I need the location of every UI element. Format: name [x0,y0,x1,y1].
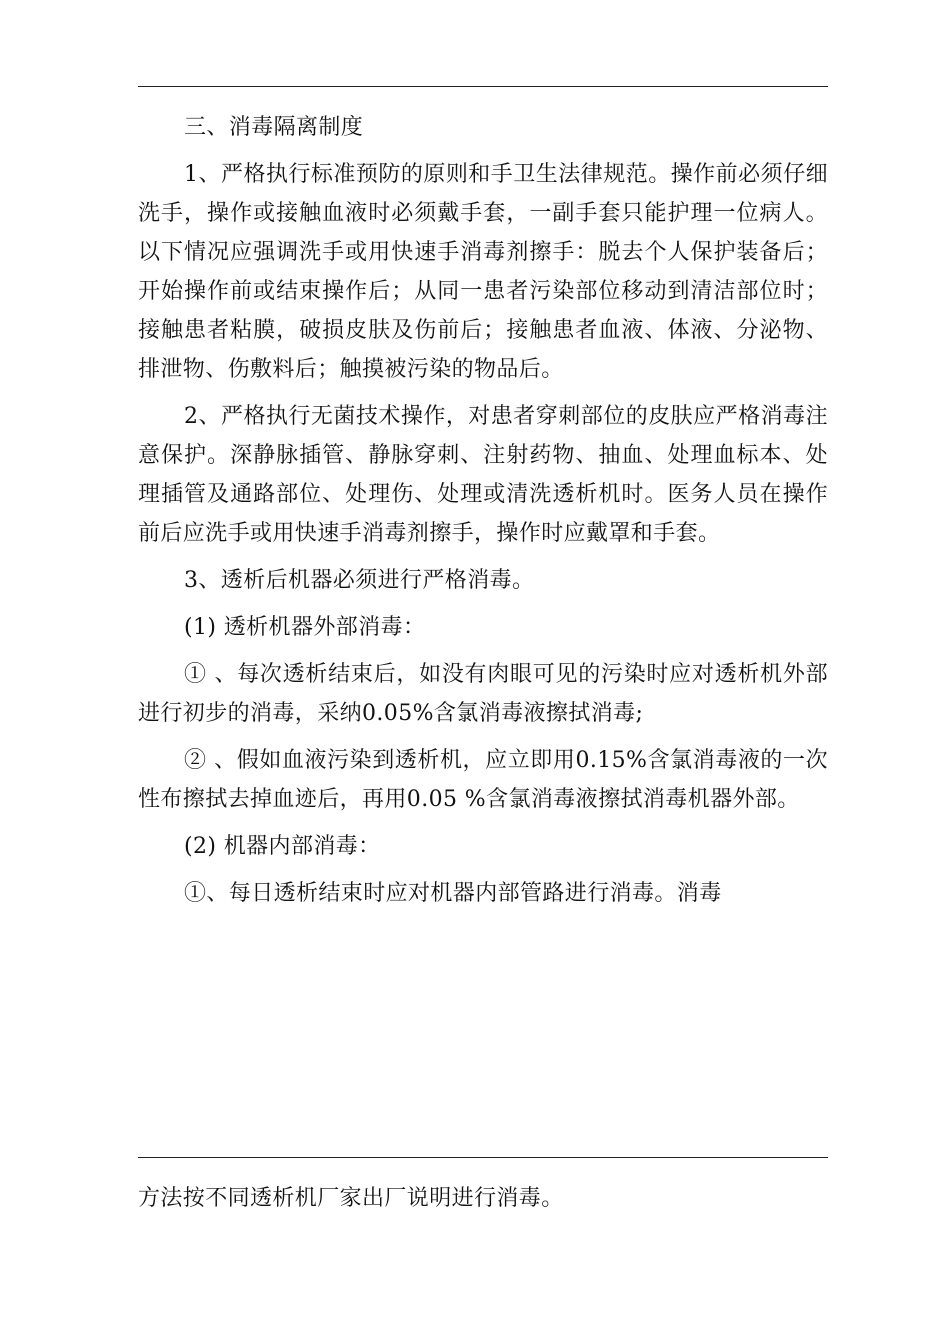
section-heading: 三、消毒隔离制度 [184,115,364,140]
item-internal-daily: ①、每日透析结束时应对机器内部管路进行消毒。消毒 [184,881,722,906]
item-external-blood: ② 、假如血液污染到透析机，应立即用0.15%含氯消毒液的一次性布擦拭去掉血迹后，再用0.05 %含氯消毒液擦拭消毒机器外部。 [138,748,828,812]
footer-rule [138,1157,828,1158]
item-external-routine: ① 、每次透析结束后，如没有肉眼可见的污染时应对透析机外部进行初步的消毒，采纳0.05%含氯消毒液擦拭消毒; [138,662,828,726]
document-body [138,108,828,921]
paragraph-hand-hygiene: 1、严格执行标准预防的原则和手卫生法律规范。操作前必须仔细洗手，操作或接触血液时必须戴手套，一副手套只能护理一位病人。以下情况应强调洗手或用快速手消毒剂擦手：脱去个人保护装备后；开始操作前或结束操作后；从同一患者污染部位移动到清洁部位时；接触患者粘膜，破损皮肤及伤前后；接触患者血液、体液、分泌物、排泄物、伤敷料后；触摸被污染的物品后。 [138,162,828,382]
subheading-internal-disinfection: (2) 机器内部消毒： [184,834,381,859]
continuation-text: 方法按不同透析机厂家出厂说明进行消毒。 [138,1186,564,1211]
subheading-external-disinfection: (1) 透析机器外部消毒： [184,615,426,640]
paragraph-aseptic-technique: 2、严格执行无菌技术操作，对患者穿刺部位的皮肤应严格消毒注意保护。深静脉插管、静脉穿刺、注射药物、抽血、处理血标本、处理插管及通路部位、处理伤、处理或清洗透析机时。医务人员在操作前后应洗手或用快速手消毒剂擦手，操作时应戴罩和手套。 [138,404,828,546]
paragraph-machine-disinfection: 3、透析后机器必须进行严格消毒。 [184,568,535,593]
header-rule [138,86,828,87]
